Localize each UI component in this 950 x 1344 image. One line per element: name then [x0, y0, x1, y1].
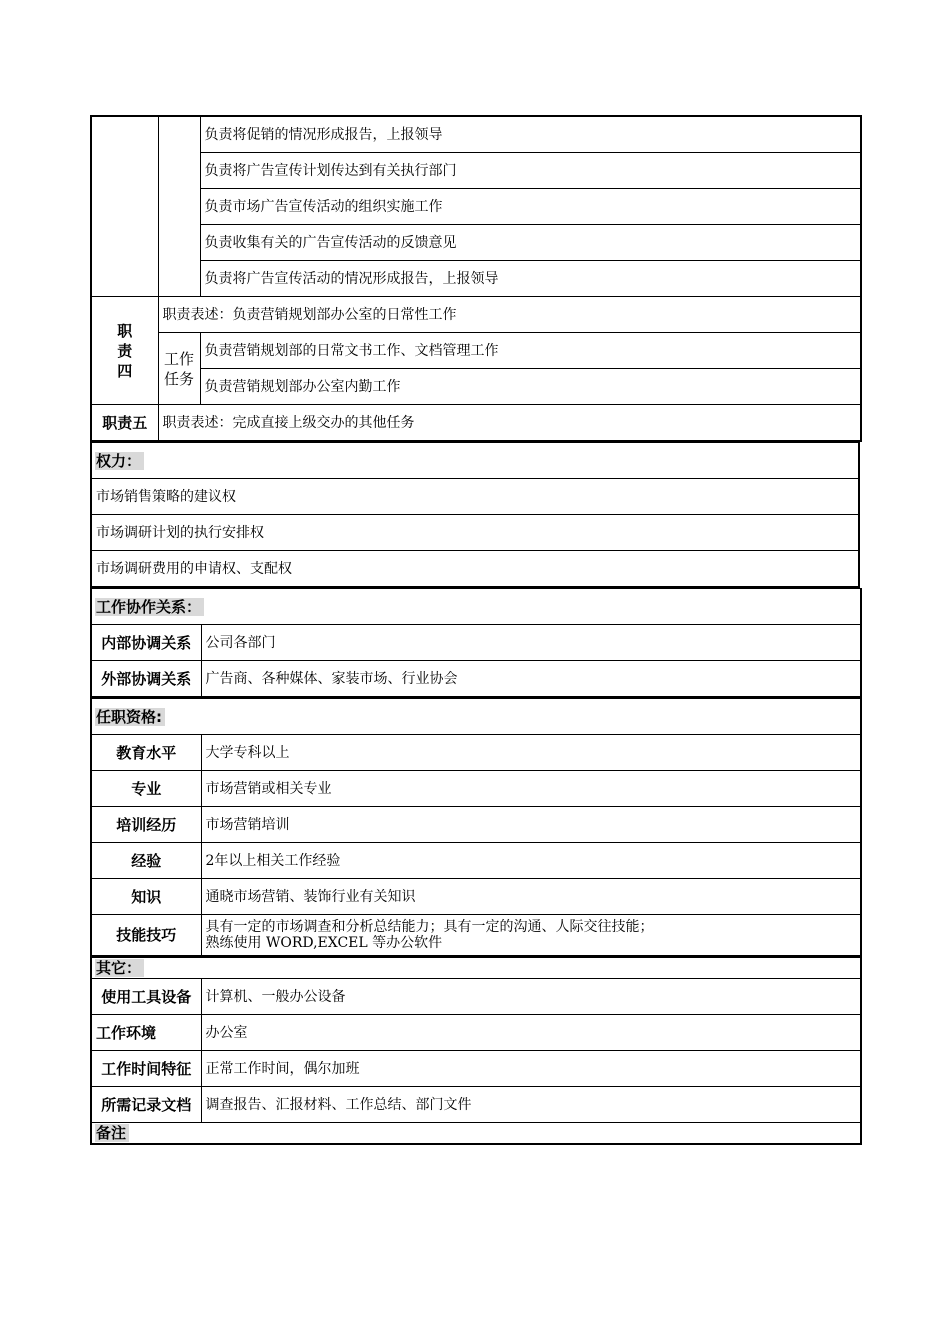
relations-value: 公司各部门	[201, 625, 861, 661]
qualification-label: 培训经历	[91, 807, 201, 843]
qualification-row	[91, 807, 861, 843]
qualifications-title	[91, 699, 861, 735]
qualifications-header-row	[91, 699, 861, 735]
other-value: 计算机、一般办公设备	[201, 979, 861, 1015]
duty-row	[91, 116, 861, 153]
duty5-description: 职责表述：完成直接上级交办的其他任务	[158, 405, 861, 442]
authority-row	[91, 515, 859, 551]
duty4-label-char: 职	[117, 321, 133, 340]
relations-title-text: 工作协作关系：	[95, 598, 204, 616]
duty-task: 负责将促销的情况形成报告，上报领导	[200, 116, 861, 153]
other-title	[91, 958, 861, 979]
duties-table	[90, 115, 862, 442]
duty4-label-char: 责	[117, 341, 133, 360]
authority-table	[90, 442, 860, 588]
qualification-value: 市场营销培训	[201, 807, 861, 843]
duty-task: 负责收集有关的广告宣传活动的反馈意见	[200, 225, 861, 261]
duty-label-empty	[91, 116, 158, 297]
duty4-description: 职责表述：负责营销规划部办公室的日常性工作	[158, 297, 861, 333]
relations-row	[91, 625, 861, 661]
authority-header-row	[91, 443, 859, 479]
other-row	[91, 1087, 861, 1123]
duty4-task: 负责营销规划部办公室内勤工作	[200, 369, 861, 405]
qualification-label: 教育水平	[91, 735, 201, 771]
other-label: 工作环境	[91, 1015, 201, 1051]
duty4-label	[91, 297, 158, 405]
other-label: 工作时间特征	[91, 1051, 201, 1087]
relations-table	[90, 588, 862, 698]
notes-label: 备注	[95, 1124, 129, 1142]
authority-item: 市场销售策略的建议权	[91, 479, 859, 515]
qualifications-table	[90, 698, 862, 957]
duty-row	[91, 153, 861, 189]
other-header-row	[91, 958, 861, 979]
duty4-task-label-line: 任务	[163, 369, 194, 388]
duty-row	[91, 189, 861, 225]
qualification-value: 大学专科以上	[201, 735, 861, 771]
relations-title	[91, 589, 861, 625]
duty-task: 负责将广告宣传活动的情况形成报告，上报领导	[200, 261, 861, 297]
qualification-row	[91, 843, 861, 879]
skills-value	[201, 915, 861, 957]
task-label-empty	[158, 116, 200, 297]
qualification-row	[91, 735, 861, 771]
duty4-task-label-line: 工作	[163, 349, 194, 368]
qualification-row	[91, 771, 861, 807]
duty-row	[91, 261, 861, 297]
duty4-task-row	[91, 333, 861, 369]
duty-task: 负责将广告宣传计划传达到有关执行部门	[200, 153, 861, 189]
qualification-row	[91, 879, 861, 915]
duty4-desc-row	[91, 297, 861, 333]
skills-line: 具有一定的市场调查和分析总结能力；具有一定的沟通、人际交往技能；	[205, 919, 654, 935]
qualification-value: 2年以上相关工作经验	[201, 843, 861, 879]
notes-cell	[91, 1123, 861, 1145]
relations-label: 外部协调关系	[91, 661, 201, 698]
other-label: 所需记录文档	[91, 1087, 201, 1123]
authority-item: 市场调研计划的执行安排权	[91, 515, 859, 551]
authority-item: 市场调研费用的申请权、支配权	[91, 551, 859, 588]
other-row	[91, 979, 861, 1015]
authority-row	[91, 551, 859, 588]
other-value: 办公室	[201, 1015, 861, 1051]
notes-row	[91, 1123, 861, 1145]
skills-line: 熟练使用 WORD,EXCEL 等办公软件	[205, 935, 443, 951]
other-row	[91, 1051, 861, 1087]
duty4-task: 负责营销规划部的日常文书工作、文档管理工作	[200, 333, 861, 369]
duty4-label-char: 四	[117, 361, 133, 380]
relations-value: 广告商、各种媒体、家装市场、行业协会	[201, 661, 861, 698]
authority-row	[91, 479, 859, 515]
qualification-label: 经验	[91, 843, 201, 879]
job-description-sheet	[90, 115, 860, 1145]
duty5-row	[91, 405, 861, 442]
duty4-task-label	[158, 333, 200, 405]
qualification-label: 知识	[91, 879, 201, 915]
duty-task: 负责市场广告宣传活动的组织实施工作	[200, 189, 861, 225]
duty5-label: 职责五	[91, 405, 158, 442]
other-row	[91, 1015, 861, 1051]
relations-label: 内部协调关系	[91, 625, 201, 661]
qualifications-title-text: 任职资格:	[95, 708, 165, 726]
other-title-text: 其它：	[95, 959, 144, 977]
relations-header-row	[91, 589, 861, 625]
authority-title-text: 权力：	[95, 452, 144, 470]
duty4-task-row	[91, 369, 861, 405]
other-value: 正常工作时间，偶尔加班	[201, 1051, 861, 1087]
qualification-label: 专业	[91, 771, 201, 807]
other-label: 使用工具设备	[91, 979, 201, 1015]
duty-row	[91, 225, 861, 261]
relations-row	[91, 661, 861, 698]
qualification-skills-row	[91, 915, 861, 957]
other-table	[90, 957, 862, 1145]
qualification-value: 通晓市场营销、装饰行业有关知识	[201, 879, 861, 915]
qualification-value: 市场营销或相关专业	[201, 771, 861, 807]
authority-title	[91, 443, 859, 479]
other-value: 调查报告、汇报材料、工作总结、部门文件	[201, 1087, 861, 1123]
skills-label: 技能技巧	[91, 915, 201, 957]
